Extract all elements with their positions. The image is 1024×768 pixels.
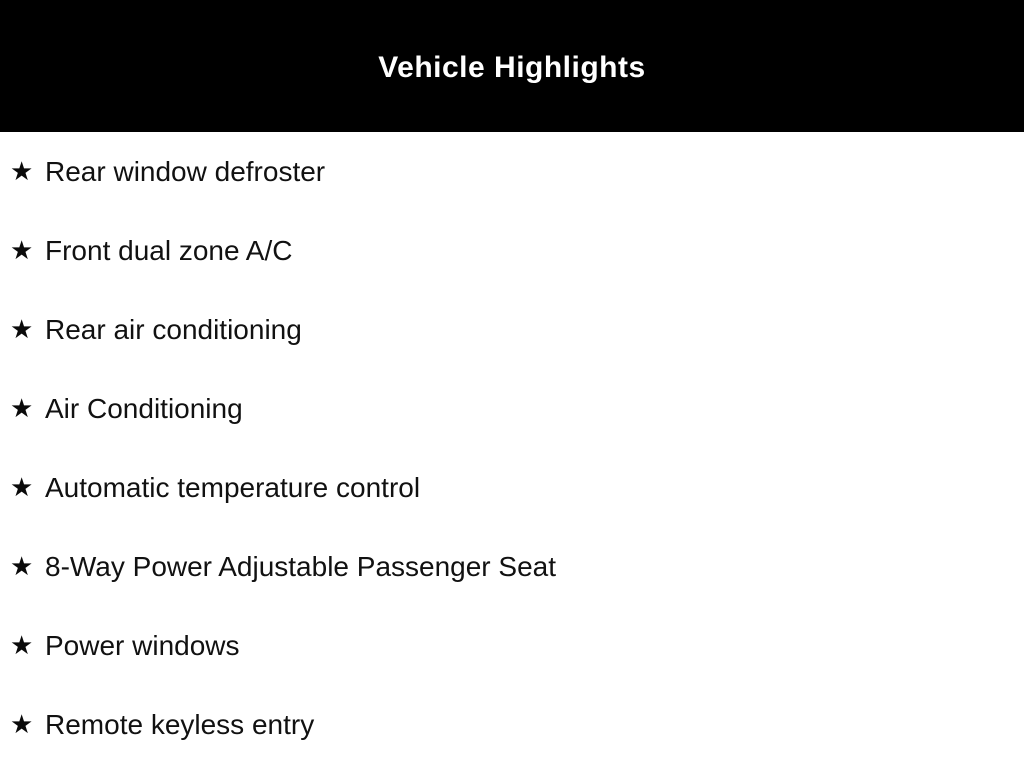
- star-icon: ★: [10, 155, 34, 186]
- list-item: [0, 448, 1024, 527]
- list-item-label: Remote keyless entry: [45, 708, 315, 740]
- vehicle-highlights-list: [0, 132, 1024, 764]
- list-item: [0, 132, 1024, 211]
- list-item-label: 8-Way Power Adjustable Passenger Seat: [45, 550, 557, 582]
- list-item: [0, 685, 1024, 764]
- star-icon: ★: [10, 234, 34, 265]
- list-item: [0, 290, 1024, 369]
- list-item: [0, 606, 1024, 685]
- star-icon: ★: [10, 471, 34, 502]
- star-icon: ★: [10, 708, 34, 739]
- list-item: [0, 369, 1024, 448]
- list-item-label: Rear air conditioning: [45, 313, 302, 345]
- star-icon: ★: [10, 550, 34, 581]
- list-item-label: Rear window defroster: [45, 155, 326, 187]
- list-item-label: Air Conditioning: [45, 392, 243, 424]
- list-item-label: Power windows: [45, 629, 240, 661]
- star-icon: ★: [10, 629, 34, 660]
- list-item-label: Front dual zone A/C: [45, 234, 293, 266]
- page-title: Vehicle Highlights: [378, 51, 646, 84]
- header-bar: [0, 0, 1024, 132]
- list-item: [0, 211, 1024, 290]
- list-item-label: Automatic temperature control: [45, 471, 421, 503]
- star-icon: ★: [10, 392, 34, 423]
- star-icon: ★: [10, 313, 34, 344]
- list-item: [0, 527, 1024, 606]
